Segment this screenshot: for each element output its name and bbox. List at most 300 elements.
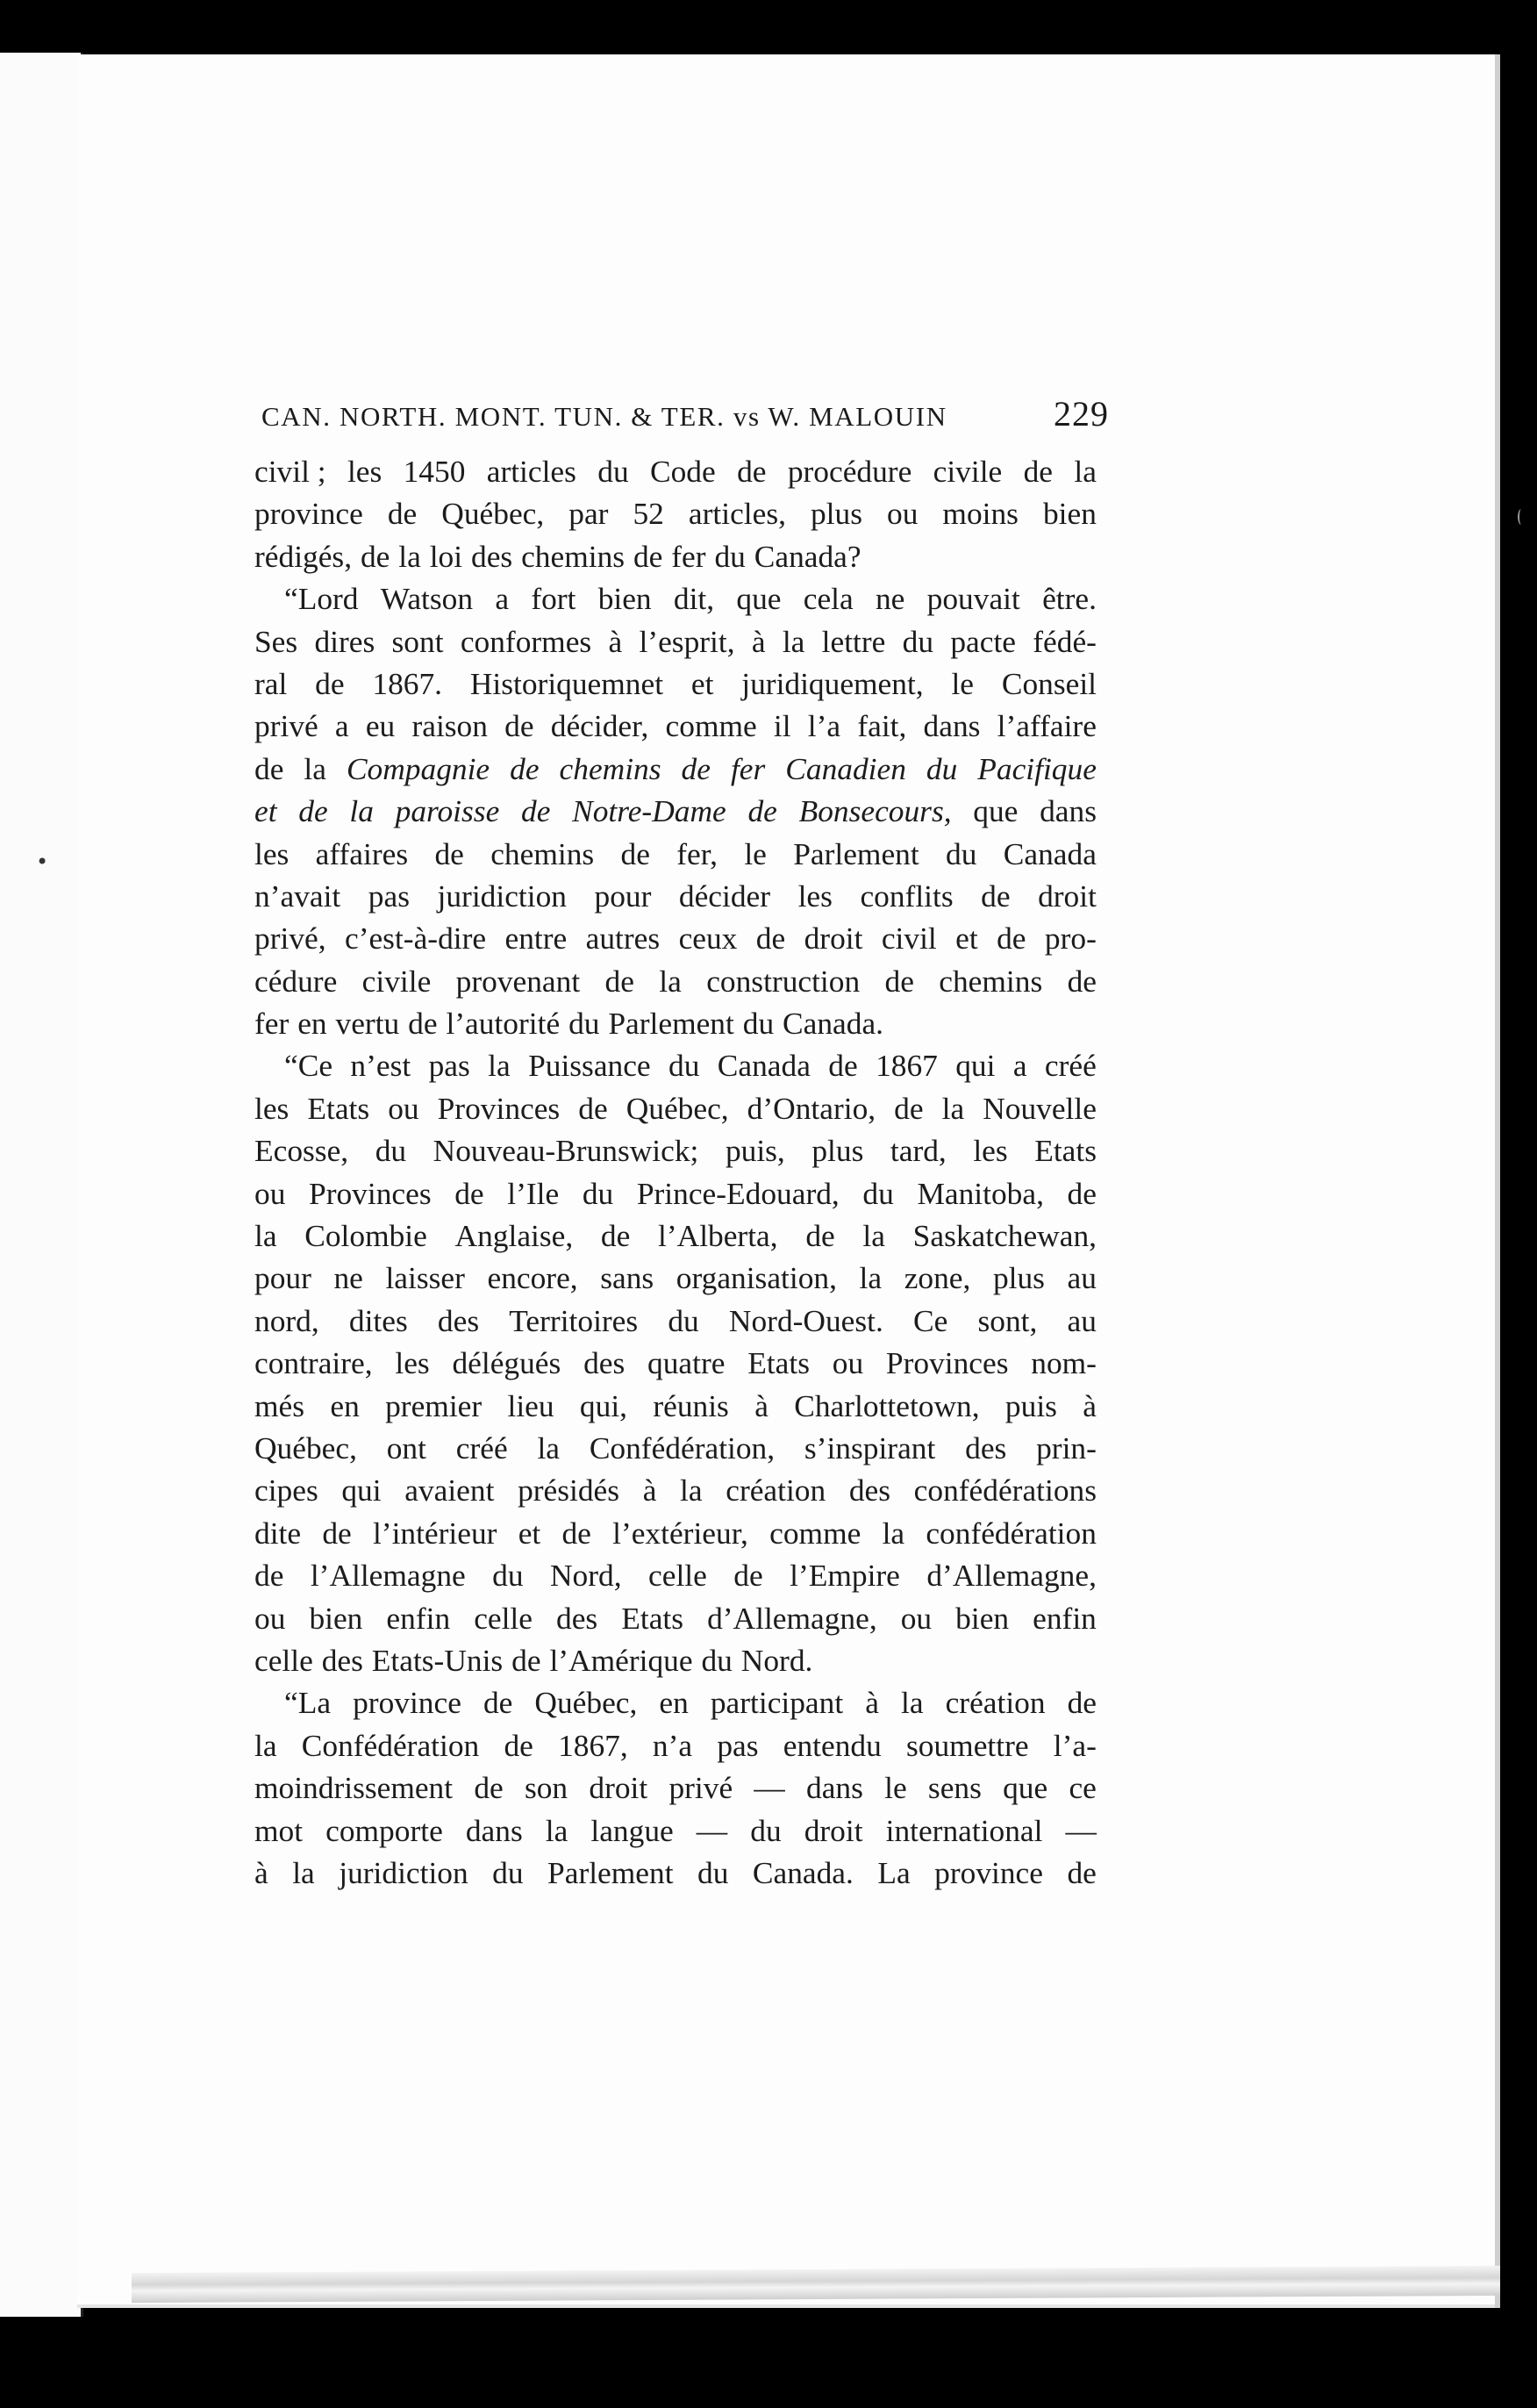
word: —: [696, 1812, 728, 1848]
word: pouvait: [926, 581, 1020, 617]
word: l’Ile: [507, 1175, 560, 1211]
word: de: [1067, 1854, 1097, 1890]
word: l’Alberta,: [658, 1218, 778, 1254]
word: à: [254, 1854, 268, 1890]
word: du: [946, 835, 977, 871]
word: des: [583, 1345, 626, 1381]
text-line: [254, 1129, 1097, 1172]
word: la: [488, 1048, 511, 1084]
word: bien: [597, 581, 652, 617]
word: de: [805, 1218, 835, 1254]
word: de: [434, 835, 464, 871]
word: il: [773, 708, 791, 744]
word: Notre-Dame: [572, 793, 726, 829]
word: l’autorité: [446, 1006, 561, 1042]
word: civile: [361, 963, 432, 999]
text-line: [254, 1002, 1097, 1044]
word: les: [973, 1133, 1008, 1169]
word: d’Allemagne,: [926, 1558, 1097, 1594]
word: loi: [429, 538, 463, 574]
text-line: [254, 1681, 1097, 1724]
word: vertu: [335, 1006, 400, 1042]
word: —: [1065, 1812, 1097, 1848]
word: créé: [1044, 1048, 1097, 1084]
word: Parlement: [547, 1854, 674, 1890]
word: bien: [309, 1600, 363, 1636]
word: 52: [633, 496, 664, 532]
text-line: [254, 1215, 1097, 1257]
word: fer: [254, 1006, 290, 1042]
text-line: [254, 833, 1097, 875]
word: n’avait: [254, 878, 341, 914]
word: eu: [365, 708, 396, 744]
word: droit: [804, 1812, 863, 1848]
word: Canada: [717, 1048, 811, 1084]
word: la: [398, 538, 421, 574]
word: Compagnie: [346, 750, 490, 786]
running-header: [261, 393, 1109, 434]
word: Confédération,: [589, 1430, 776, 1466]
word: tard,: [890, 1133, 947, 1169]
word: Nouveau-Brunswick;: [433, 1133, 699, 1169]
word: que: [973, 793, 1019, 829]
word: la: [304, 750, 326, 786]
text-line: [254, 705, 1097, 747]
word: plus: [811, 1133, 864, 1169]
word: de: [454, 1175, 484, 1211]
word: droit: [804, 921, 863, 957]
word: la: [545, 1812, 568, 1848]
word: réunis: [653, 1387, 729, 1423]
word: ou: [887, 496, 919, 532]
word: de: [504, 1727, 533, 1763]
word: du: [697, 1854, 729, 1890]
word: l’a-: [1053, 1727, 1097, 1763]
word: pas: [717, 1727, 759, 1763]
word: juridiquement,: [741, 665, 924, 701]
word: “La: [284, 1685, 332, 1721]
word: Canada: [1003, 835, 1097, 871]
word: premier: [385, 1387, 483, 1423]
word: province: [254, 496, 363, 532]
word: participant: [710, 1685, 844, 1721]
word: confédération: [926, 1515, 1097, 1551]
text-line: [254, 1724, 1097, 1767]
word: Parlement: [793, 835, 919, 871]
word: Watson: [380, 581, 474, 617]
word: s’inspirant: [804, 1430, 936, 1466]
word: de: [1067, 1175, 1097, 1211]
word: sont,: [977, 1302, 1038, 1338]
text-line: [254, 748, 1097, 790]
word: à: [1083, 1387, 1097, 1423]
word: ce: [1069, 1770, 1097, 1806]
word: du: [742, 1006, 775, 1042]
word: Provinces: [437, 1090, 561, 1126]
word: création: [945, 1685, 1046, 1721]
word: de: [510, 750, 540, 786]
text-line: [254, 960, 1097, 1002]
word: par: [568, 496, 609, 532]
word: sans: [600, 1260, 654, 1296]
word: moins: [942, 496, 1019, 532]
word: de: [828, 1048, 858, 1084]
word: des: [556, 1600, 598, 1636]
word: du: [582, 1175, 614, 1211]
word: du: [668, 1048, 700, 1084]
word: sont: [391, 623, 444, 659]
word: fer: [671, 538, 706, 574]
word: des: [471, 538, 513, 574]
word: n’a: [652, 1727, 693, 1763]
text-line: [254, 450, 1097, 492]
word: fédé-: [1033, 623, 1097, 659]
word: de: [360, 538, 390, 574]
word: comme: [769, 1515, 861, 1551]
word: dans: [923, 708, 981, 744]
word: de: [408, 1006, 438, 1042]
word: fer: [730, 750, 766, 786]
word: Code: [650, 454, 716, 489]
word: comme: [665, 708, 757, 744]
word: des: [321, 1642, 363, 1678]
text-line: [254, 917, 1097, 959]
text-line: [254, 1427, 1097, 1469]
word: la: [941, 1090, 965, 1126]
word: des: [437, 1302, 480, 1338]
word: de: [747, 793, 777, 829]
word: de: [254, 750, 284, 786]
word: son: [524, 1770, 568, 1806]
word: à: [751, 623, 766, 659]
word: à: [608, 623, 623, 659]
word: Pacifique: [977, 750, 1097, 786]
word: dans: [1040, 793, 1097, 829]
word: Nord-Ouest.: [728, 1302, 883, 1338]
word: dites: [348, 1302, 408, 1338]
word: “Ce: [284, 1048, 333, 1084]
word: civil ;: [254, 454, 326, 489]
word: Nouvelle: [983, 1090, 1097, 1126]
word: Ecosse,: [254, 1133, 349, 1169]
word: création: [726, 1473, 826, 1509]
word: Ses: [254, 623, 298, 659]
word: celle: [474, 1600, 533, 1636]
word: qui,: [579, 1387, 627, 1423]
word: celle: [648, 1558, 707, 1594]
word: la: [659, 963, 682, 999]
word: Colombie: [304, 1218, 427, 1254]
word: l’a: [807, 708, 841, 744]
word: Etats: [1034, 1133, 1097, 1169]
word: moindrissement: [254, 1770, 454, 1806]
word: ne: [875, 581, 905, 617]
word: être.: [1042, 581, 1097, 617]
word: privé: [668, 1770, 733, 1806]
word: du: [902, 623, 934, 659]
word: enfin: [1033, 1600, 1097, 1636]
word: décider: [678, 878, 771, 914]
word: d’Allemagne,: [707, 1600, 877, 1636]
word: de: [474, 1770, 504, 1806]
word: quatre: [647, 1345, 726, 1381]
word: enfin: [386, 1600, 451, 1636]
text-line: [254, 1342, 1097, 1384]
word: 1867.: [372, 665, 443, 701]
word: du: [862, 1175, 894, 1211]
word: de: [737, 454, 767, 489]
word: a: [1012, 1048, 1027, 1084]
word: du: [375, 1133, 407, 1169]
word: la: [349, 793, 374, 829]
word: la: [782, 623, 805, 659]
word: articles,: [688, 496, 786, 532]
word: contraire,: [254, 1345, 373, 1381]
word: créé: [455, 1430, 508, 1466]
word: n’est: [350, 1048, 411, 1084]
word: Historiquemnet: [469, 665, 664, 701]
word: organisation,: [676, 1260, 837, 1296]
word: que: [1003, 1770, 1048, 1806]
word: conflits: [860, 878, 954, 914]
word: Etats: [621, 1600, 684, 1636]
word: Etats: [747, 1345, 810, 1381]
facing-page-edge: [0, 53, 83, 2317]
word: Saskatchewan,: [912, 1218, 1097, 1254]
text-line: [254, 577, 1097, 620]
word: Québec,: [441, 496, 545, 532]
word: 1867,: [558, 1727, 628, 1763]
word: l’extérieur,: [612, 1515, 748, 1551]
word: La: [877, 1854, 911, 1890]
word: Canada?: [754, 538, 861, 574]
text-line: [254, 1810, 1097, 1852]
word: fer,: [676, 835, 718, 871]
text-line: [254, 1597, 1097, 1639]
word: l’Allemagne: [310, 1558, 466, 1594]
word: de: [981, 878, 1011, 914]
text-line: [254, 875, 1097, 917]
word: entre: [504, 921, 568, 957]
word: de: [254, 1558, 284, 1594]
word: de: [521, 793, 551, 829]
word: Québec,: [254, 1430, 357, 1466]
margin-dot: •: [36, 849, 49, 874]
text-line: [254, 663, 1097, 705]
word: celle: [254, 1642, 313, 1678]
word: la: [862, 1218, 885, 1254]
text-line: [254, 1087, 1097, 1129]
word: du: [714, 538, 746, 574]
word: comporte: [325, 1812, 443, 1848]
word: puis,: [725, 1133, 785, 1169]
word: dite: [254, 1515, 302, 1551]
word: de: [604, 963, 634, 999]
word: décider,: [550, 708, 649, 744]
word: la: [1074, 454, 1097, 489]
word: civil: [881, 921, 937, 957]
text-line: [254, 1257, 1097, 1299]
word: au: [1067, 1302, 1097, 1338]
word: bien: [1042, 496, 1097, 532]
word: Territoires: [509, 1302, 639, 1338]
word: que: [736, 581, 782, 617]
word: Etats: [307, 1090, 370, 1126]
word: des: [848, 1473, 891, 1509]
word: Conseil: [1001, 665, 1097, 701]
word: l’intérieur: [372, 1515, 497, 1551]
word: bien: [955, 1600, 1010, 1636]
word: du: [750, 1812, 782, 1848]
word: a: [334, 708, 349, 744]
word: le: [884, 1770, 907, 1806]
word: du: [701, 1642, 733, 1678]
word: de: [561, 1515, 591, 1551]
text-line: [254, 1767, 1097, 1809]
word: de: [633, 538, 663, 574]
word: l’Amérique: [549, 1642, 693, 1678]
word: la: [292, 1854, 315, 1890]
word: pro-: [1044, 921, 1097, 957]
word: Anglaise,: [454, 1218, 574, 1254]
word: pour: [254, 1260, 311, 1296]
word: province: [353, 1685, 461, 1721]
word: de: [315, 665, 345, 701]
word: à: [865, 1685, 879, 1721]
word: —: [754, 1770, 785, 1806]
word: chemins: [559, 750, 661, 786]
word: sens: [927, 1770, 982, 1806]
word: et: [690, 665, 714, 701]
word: chemins: [521, 538, 626, 574]
word: de: [511, 1642, 541, 1678]
word: entendu: [783, 1727, 882, 1763]
word: cédure: [254, 963, 338, 999]
word: la: [859, 1260, 883, 1296]
word: Ce: [913, 1302, 948, 1338]
word: avaient: [404, 1473, 495, 1509]
word: 1450: [403, 454, 466, 489]
word: du: [568, 1006, 600, 1042]
word: plus: [810, 496, 862, 532]
text-line: [254, 535, 1097, 577]
word: plus: [992, 1260, 1045, 1296]
word: du: [597, 454, 629, 489]
word: “Lord: [284, 581, 359, 617]
word: soumettre: [906, 1727, 1029, 1763]
word: dans: [806, 1770, 863, 1806]
word: pacte: [950, 623, 1016, 659]
word: ont: [386, 1430, 426, 1466]
word: Québec,: [626, 1090, 729, 1126]
word: de: [1067, 963, 1097, 999]
word: Confédération: [301, 1727, 480, 1763]
word: droit: [589, 1770, 648, 1806]
word: le: [744, 835, 767, 871]
word: dit,: [673, 581, 715, 617]
text-line: [254, 1172, 1097, 1215]
word: Québec,: [534, 1685, 638, 1721]
word: mot: [254, 1812, 304, 1848]
word: la: [254, 1727, 277, 1763]
word: Canada.: [783, 1006, 884, 1042]
word: l’affaire: [997, 708, 1097, 744]
word: international: [885, 1812, 1043, 1848]
word: de: [578, 1090, 608, 1126]
word: Nord.: [740, 1642, 813, 1678]
word: paroisse: [395, 793, 500, 829]
word: Provinces: [309, 1175, 432, 1211]
word: Bonsecours,: [798, 793, 952, 829]
word: du: [492, 1558, 524, 1594]
text-line: [254, 620, 1097, 663]
word: nom-: [1031, 1345, 1097, 1381]
text-line: [254, 492, 1097, 534]
text-line: [254, 1469, 1097, 1511]
word: de: [322, 1515, 352, 1551]
word: de: [483, 1685, 513, 1721]
word: qui: [955, 1048, 996, 1084]
word: et: [254, 793, 277, 829]
word: Canadien: [785, 750, 906, 786]
word: fait,: [857, 708, 907, 744]
body-text: [254, 450, 1097, 1894]
word: et: [955, 921, 978, 957]
text-line: [254, 790, 1097, 832]
word: lieu: [507, 1387, 554, 1423]
word: civile: [933, 454, 1003, 489]
text-line: [254, 1554, 1097, 1596]
word: de: [1067, 1685, 1097, 1721]
word: de: [681, 750, 711, 786]
word: les: [347, 454, 382, 489]
running-title: CAN. NORTH. MONT. TUN. & TER. vs W. MALOUIN: [261, 401, 947, 432]
word: présidés: [518, 1473, 620, 1509]
word: raison: [411, 708, 488, 744]
word: de: [298, 793, 328, 829]
word: a: [495, 581, 510, 617]
edge-mark: [1518, 509, 1525, 525]
word: de: [1023, 454, 1054, 489]
word: Etats-Unis: [371, 1642, 504, 1678]
word: dans: [465, 1812, 523, 1848]
word: pour: [594, 878, 652, 914]
word: droit: [1038, 878, 1097, 914]
word: du: [492, 1854, 524, 1890]
text-line: [254, 1852, 1097, 1894]
word: la: [882, 1515, 905, 1551]
word: pas: [428, 1048, 470, 1084]
word: pas: [368, 878, 410, 914]
word: de: [733, 1558, 763, 1594]
word: du: [926, 750, 958, 786]
page-number: 229: [1054, 394, 1109, 434]
word: cela: [803, 581, 854, 617]
word: Manitoba,: [917, 1175, 1044, 1211]
text-line: [254, 1639, 1097, 1681]
word: Provinces: [885, 1345, 1009, 1381]
word: les: [797, 878, 833, 914]
word: délégués: [452, 1345, 561, 1381]
word: privé: [254, 708, 318, 744]
word: ne: [333, 1260, 363, 1296]
text-line: [254, 1044, 1097, 1086]
word: des: [965, 1430, 1007, 1466]
word: de: [884, 963, 914, 999]
word: qui: [341, 1473, 382, 1509]
word: chemins: [490, 835, 595, 871]
word: 1867: [876, 1048, 938, 1084]
